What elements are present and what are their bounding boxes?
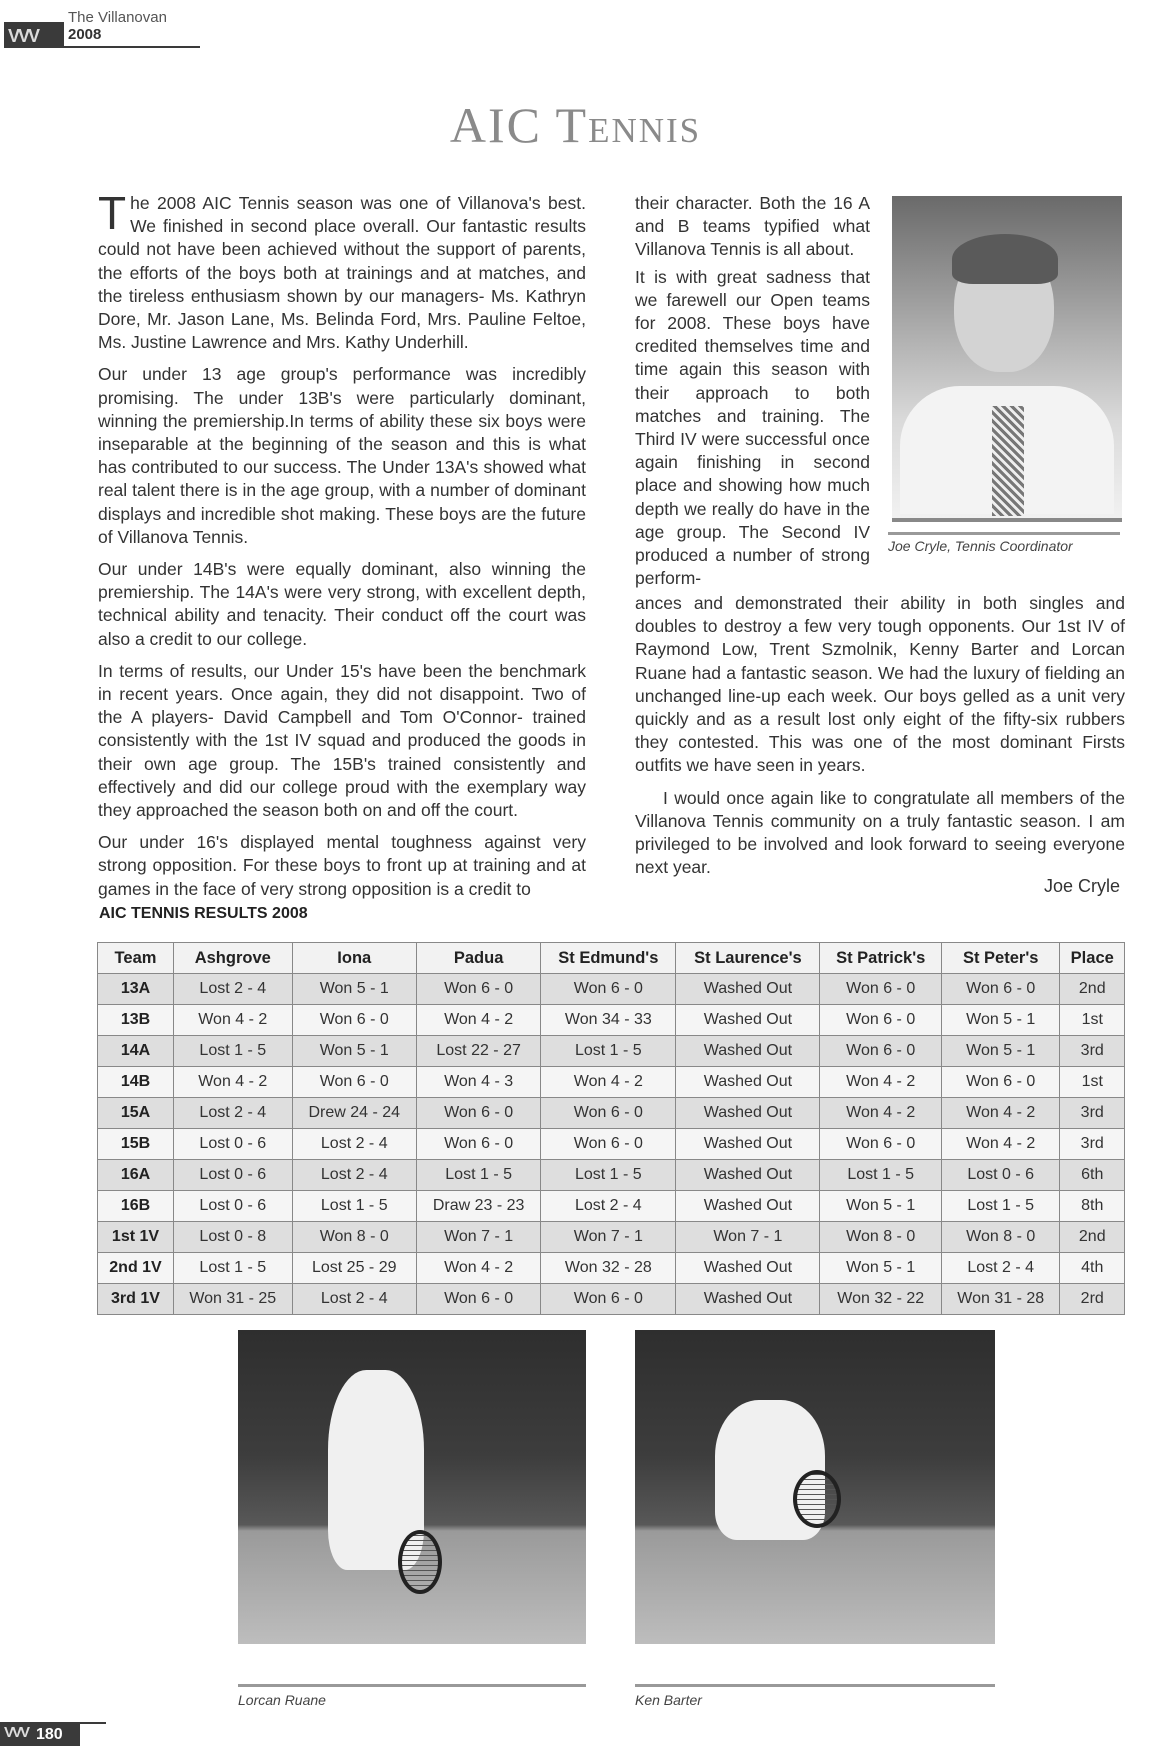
result-cell: Won 34 - 33: [541, 1005, 676, 1036]
paragraph: It is with great sadness that we farewell our Open teams for 2008. These boys have credited themselves time and time again this season with their approach to both matches and training. The Third IV were successful once again finishing in second place and showing how much depth we really do have in the age group. The Second IV produced a number of strong perform-: [635, 266, 870, 589]
result-cell: Lost 1 - 5: [416, 1160, 540, 1191]
result-cell: Won 5 - 1: [292, 1036, 416, 1067]
paragraph: their character. Both the 16 A and B teams typified what Villanova Tennis is all about.: [635, 193, 870, 260]
result-cell: Won 6 - 0: [416, 1098, 540, 1129]
result-cell: Won 6 - 0: [541, 1098, 676, 1129]
table-row: [98, 1253, 1125, 1284]
column-header: Team: [98, 943, 174, 974]
paragraph: Our under 14B's were equally dominant, also winning the premiership. The 14A's were very strong, with excellent depth, technical ability and tenacity. Their conduct off the court was also a credit to our college.: [98, 559, 586, 649]
header-rule: [64, 46, 200, 48]
team-cell: 16B: [98, 1191, 174, 1222]
page-number: 180: [36, 1726, 63, 1743]
team-cell: 14A: [98, 1036, 174, 1067]
result-cell: Washed Out: [676, 1005, 820, 1036]
result-cell: Won 5 - 1: [820, 1253, 941, 1284]
result-cell: Won 6 - 0: [941, 974, 1060, 1005]
result-cell: Lost 1 - 5: [174, 1253, 293, 1284]
footer-rule: [80, 1722, 106, 1724]
result-cell: Lost 22 - 27: [416, 1036, 540, 1067]
result-cell: Won 6 - 0: [292, 1005, 416, 1036]
coach-caption: Joe Cryle, Tennis Coordinator: [888, 538, 1073, 554]
table-row: [98, 1036, 1125, 1067]
result-cell: Won 31 - 28: [941, 1284, 1060, 1315]
caption-rule: [888, 532, 1120, 535]
result-cell: Lost 2 - 4: [174, 1098, 293, 1129]
result-cell: Won 7 - 1: [676, 1222, 820, 1253]
racquet: [398, 1530, 442, 1594]
result-cell: Won 5 - 1: [292, 974, 416, 1005]
paragraph: In terms of results, our Under 15's have been the benchmark in recent years. Once again, they did not disappoint. Two of the A players- David Campbell and Tom O'Connor- trained consistently with the 1st IV squad and produced the goods in their own age group. The 15B's trained consistently and effectively and did our college proud with the exemplary way they approached the season both on and off the court.: [98, 660, 586, 821]
result-cell: 3rd: [1060, 1098, 1125, 1129]
result-cell: 3rd: [1060, 1129, 1125, 1160]
result-cell: Won 8 - 0: [941, 1222, 1060, 1253]
result-cell: Won 6 - 0: [820, 1129, 941, 1160]
result-cell: Lost 1 - 5: [541, 1036, 676, 1067]
result-cell: Won 6 - 0: [416, 1284, 540, 1315]
table-row: [98, 1005, 1125, 1036]
team-cell: 15A: [98, 1098, 174, 1129]
team-cell: 13B: [98, 1005, 174, 1036]
column-header: St Laurence's: [676, 943, 820, 974]
result-cell: Won 8 - 0: [292, 1222, 416, 1253]
table-row: [98, 1067, 1125, 1098]
result-cell: Washed Out: [676, 1284, 820, 1315]
table-row: [98, 1160, 1125, 1191]
result-cell: Lost 1 - 5: [941, 1191, 1060, 1222]
result-cell: Lost 2 - 4: [292, 1284, 416, 1315]
result-cell: 3rd: [1060, 1036, 1125, 1067]
coach-photo: [892, 196, 1122, 522]
table-row: [98, 1191, 1125, 1222]
ken-barter-photo: [635, 1330, 995, 1644]
table-row: [98, 974, 1125, 1005]
team-cell: 1st 1V: [98, 1222, 174, 1253]
result-cell: Lost 2 - 4: [292, 1160, 416, 1191]
result-cell: Washed Out: [676, 974, 820, 1005]
result-cell: Won 6 - 0: [416, 1129, 540, 1160]
result-cell: Won 4 - 2: [416, 1253, 540, 1284]
team-cell: 2nd 1V: [98, 1253, 174, 1284]
result-cell: Won 6 - 0: [541, 1284, 676, 1315]
result-cell: Won 5 - 1: [941, 1036, 1060, 1067]
column-header: Ashgrove: [174, 943, 293, 974]
result-cell: Won 6 - 0: [541, 974, 676, 1005]
column-header: St Edmund's: [541, 943, 676, 974]
result-cell: Lost 1 - 5: [292, 1191, 416, 1222]
result-cell: Lost 2 - 4: [174, 974, 293, 1005]
team-cell: 14B: [98, 1067, 174, 1098]
table-header-row: [98, 943, 1125, 974]
result-cell: 1st: [1060, 1005, 1125, 1036]
result-cell: Lost 1 - 5: [820, 1160, 941, 1191]
racquet: [793, 1470, 841, 1528]
result-cell: Lost 1 - 5: [174, 1036, 293, 1067]
result-cell: Won 32 - 22: [820, 1284, 941, 1315]
team-cell: 15B: [98, 1129, 174, 1160]
result-cell: Lost 2 - 4: [292, 1129, 416, 1160]
result-cell: Won 4 - 2: [174, 1005, 293, 1036]
table-row: [98, 1222, 1125, 1253]
result-cell: Washed Out: [676, 1067, 820, 1098]
photo-caption: Lorcan Ruane: [238, 1692, 326, 1708]
result-cell: Lost 0 - 6: [941, 1160, 1060, 1191]
result-cell: Lost 25 - 29: [292, 1253, 416, 1284]
article-right-column-top: [635, 192, 870, 599]
result-cell: Lost 0 - 6: [174, 1160, 293, 1191]
result-cell: 6th: [1060, 1160, 1125, 1191]
result-cell: Washed Out: [676, 1191, 820, 1222]
coach-tie: [992, 406, 1024, 516]
column-header: St Peter's: [941, 943, 1060, 974]
result-cell: 2nd: [1060, 974, 1125, 1005]
result-cell: Won 8 - 0: [820, 1222, 941, 1253]
result-cell: Lost 2 - 4: [941, 1253, 1060, 1284]
result-cell: Draw 23 - 23: [416, 1191, 540, 1222]
result-cell: Drew 24 - 24: [292, 1098, 416, 1129]
paragraph: I would once again like to congratulate all members of the Villanova Tennis community on a truly fantastic season. I am privileged to be involved and look forward to seeing everyone next year.: [635, 787, 1125, 878]
table-row: [98, 1098, 1125, 1129]
result-cell: Washed Out: [676, 1160, 820, 1191]
article-right-column-bottom: [635, 592, 1125, 888]
column-header: St Patrick's: [820, 943, 941, 974]
footer-mark-icon: VVV: [4, 1724, 29, 1741]
page-header: [0, 0, 200, 48]
result-cell: Won 6 - 0: [416, 974, 540, 1005]
paragraph: Our under 16's displayed mental toughness against very strong opposition. For these boys to front up at training and at games in the face of very strong opposition is a credit to: [98, 832, 586, 899]
result-cell: Won 4 - 2: [174, 1067, 293, 1098]
team-cell: 3rd 1V: [98, 1284, 174, 1315]
result-cell: Won 6 - 0: [820, 974, 941, 1005]
column-header: Iona: [292, 943, 416, 974]
result-cell: 2rd: [1060, 1284, 1125, 1315]
results-table: [97, 942, 1125, 1315]
column-header: Place: [1060, 943, 1125, 974]
paragraph: The 2008 AIC Tennis season was one of Villanova's best. We finished in second place overall. Our fantastic results could not have been achieved without the support of parents, the efforts of the boys both at trainings and at matches, and the tireless enthusiasm shown by our managers- Ms. Kathryn Dore, Mr. Jason Lane, Ms. Belinda Ford, Mrs. Pauline Feltoe, Ms. Justine Lawrence and Mrs. Kathy Underhill.: [98, 187, 586, 353]
team-cell: 13A: [98, 974, 174, 1005]
results-heading: AIC TENNIS RESULTS 2008: [99, 905, 308, 922]
result-cell: Won 4 - 2: [941, 1098, 1060, 1129]
result-cell: Lost 2 - 4: [541, 1191, 676, 1222]
result-cell: 4th: [1060, 1253, 1125, 1284]
result-cell: Washed Out: [676, 1036, 820, 1067]
result-cell: Won 4 - 3: [416, 1067, 540, 1098]
result-cell: Washed Out: [676, 1129, 820, 1160]
photo-caption: Ken Barter: [635, 1692, 702, 1708]
result-cell: 1st: [1060, 1067, 1125, 1098]
column-header: Padua: [416, 943, 540, 974]
result-cell: Won 31 - 25: [174, 1284, 293, 1315]
table-row: [98, 1284, 1125, 1315]
result-cell: Won 7 - 1: [541, 1222, 676, 1253]
article-left-column: [98, 187, 586, 910]
result-cell: 2nd: [1060, 1222, 1125, 1253]
result-cell: Won 6 - 0: [292, 1067, 416, 1098]
lorcan-ruane-photo: [238, 1330, 586, 1644]
result-cell: Won 6 - 0: [820, 1036, 941, 1067]
result-cell: Won 4 - 2: [416, 1005, 540, 1036]
result-cell: Lost 0 - 6: [174, 1129, 293, 1160]
team-cell: 16A: [98, 1160, 174, 1191]
result-cell: Washed Out: [676, 1253, 820, 1284]
photo-rule: [238, 1684, 586, 1687]
result-cell: Won 4 - 2: [820, 1098, 941, 1129]
result-cell: Won 32 - 28: [541, 1253, 676, 1284]
author-signature: Joe Cryle: [1044, 876, 1121, 896]
result-cell: Won 6 - 0: [820, 1005, 941, 1036]
table-row: [98, 1129, 1125, 1160]
paragraph: ances and demonstrated their ability in both singles and doubles to destroy a few very tough opponents. Our 1st IV of Raymond Low, Trent Szmolnik, Kenny Barter and Lorcan Ruane had a fantastic season. We had the luxury of fielding an unchanged line-up each week. Our boys gelled as a unit very quickly and as a result lost only eight of the fifty-six rubbers they contested. This was one of the most dominant Firsts outfits we have seen in years.: [635, 593, 1125, 776]
result-cell: Won 4 - 2: [941, 1129, 1060, 1160]
result-cell: Won 6 - 0: [541, 1129, 676, 1160]
coach-hair: [952, 234, 1058, 284]
result-cell: Lost 0 - 6: [174, 1191, 293, 1222]
result-cell: Lost 1 - 5: [541, 1160, 676, 1191]
result-cell: Won 7 - 1: [416, 1222, 540, 1253]
paragraph: Our under 13 age group's performance was incredibly promising. The under 13B's were particularly dominant, winning the premiership.In terms of ability these six boys were inseparable at the beginning of the season and this is what has contributed to our success. The Under 13A's showed what real talent there is in the age group, with a number of dominant displays and incredible shot making. These boys are the future of Villanova Tennis.: [98, 364, 586, 547]
result-cell: Won 5 - 1: [820, 1191, 941, 1222]
drop-cap: T: [98, 187, 127, 239]
logo-mark-icon: VVV: [8, 26, 39, 46]
result-cell: Washed Out: [676, 1098, 820, 1129]
publication-name: The Villanovan: [68, 9, 167, 26]
result-cell: Won 5 - 1: [941, 1005, 1060, 1036]
result-cell: Won 4 - 2: [541, 1067, 676, 1098]
results-table-body: [98, 974, 1125, 1315]
publication-title: [68, 9, 200, 43]
publication-year: 2008: [68, 26, 102, 43]
result-cell: Lost 0 - 8: [174, 1222, 293, 1253]
result-cell: 8th: [1060, 1191, 1125, 1222]
result-cell: Won 6 - 0: [941, 1067, 1060, 1098]
photo-rule: [635, 1684, 995, 1687]
result-cell: Won 4 - 2: [820, 1067, 941, 1098]
article-title: AIC Tennis: [449, 97, 702, 153]
